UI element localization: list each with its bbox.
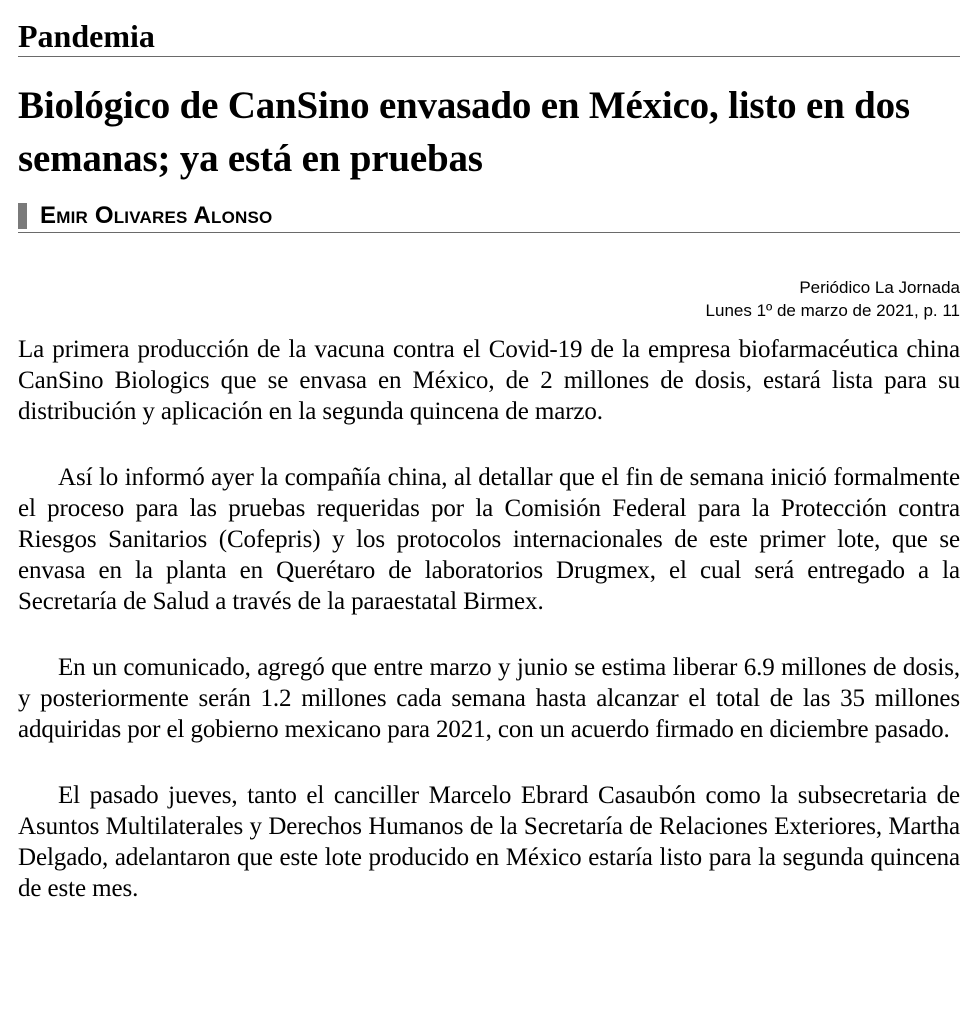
paragraph: La primera producción de la vacuna contra el Covid-19 de la empresa biofarmacéutica china CanSino Biologics que se envasa en México, de 2 millones de dosis, estará lista para su distribución y aplicación en la segunda quincena de marzo.: [18, 336, 960, 425]
article-page: [18, 0, 960, 939]
paragraph: Así lo informó ayer la compañía china, al detallar que el fin de semana inició formalmente el proceso para las pruebas requeridas por la Comisión Federal para la Protección contra Riesgos Sanitarios (Cofepris) y los protocolos internacionales de este primer lote, que se envasa en la planta en Querétaro de laboratorios Drugmex, el cual será entregado a la Secretaría de Salud a través de la paraestatal Birmex.: [18, 464, 960, 615]
byline-row: [18, 201, 960, 231]
byline-bar-icon: [18, 203, 27, 229]
source-publication: Periódico La Jornada: [799, 278, 960, 297]
paragraph: En un comunicado, agregó que entre marzo y junio se estima liberar 6.9 millones de dosis, y posteriormente serán 1.2 millones cada semana hasta alcanzar el total de las 35 millones adquiridas por el gobierno mexicano para 2021, con un acuerdo firmado en diciembre pasado.: [18, 654, 960, 743]
paragraph: El pasado jueves, tanto el canciller Marcelo Ebrard Casaubón como la subsecretaria de Asuntos Multilaterales y Derechos Humanos de la Secretaría de Relaciones Exteriores, Martha Delgado, adelantaron que este lote producido en México estaría listo para la segunda quincena de este mes.: [18, 782, 960, 902]
article-body: [18, 334, 960, 904]
section-divider: [18, 56, 960, 57]
source-date-page: Lunes 1º de marzo de 2021, p. 11: [705, 301, 960, 320]
source-block: [18, 276, 960, 322]
byline-author: Emir Olivares Alonso: [40, 202, 273, 229]
headline: Biológico de CanSino envasado en México, listo en dos semanas; ya está en pruebas: [18, 84, 910, 180]
byline-divider: [18, 232, 960, 233]
section-label: Pandemia: [18, 18, 155, 54]
